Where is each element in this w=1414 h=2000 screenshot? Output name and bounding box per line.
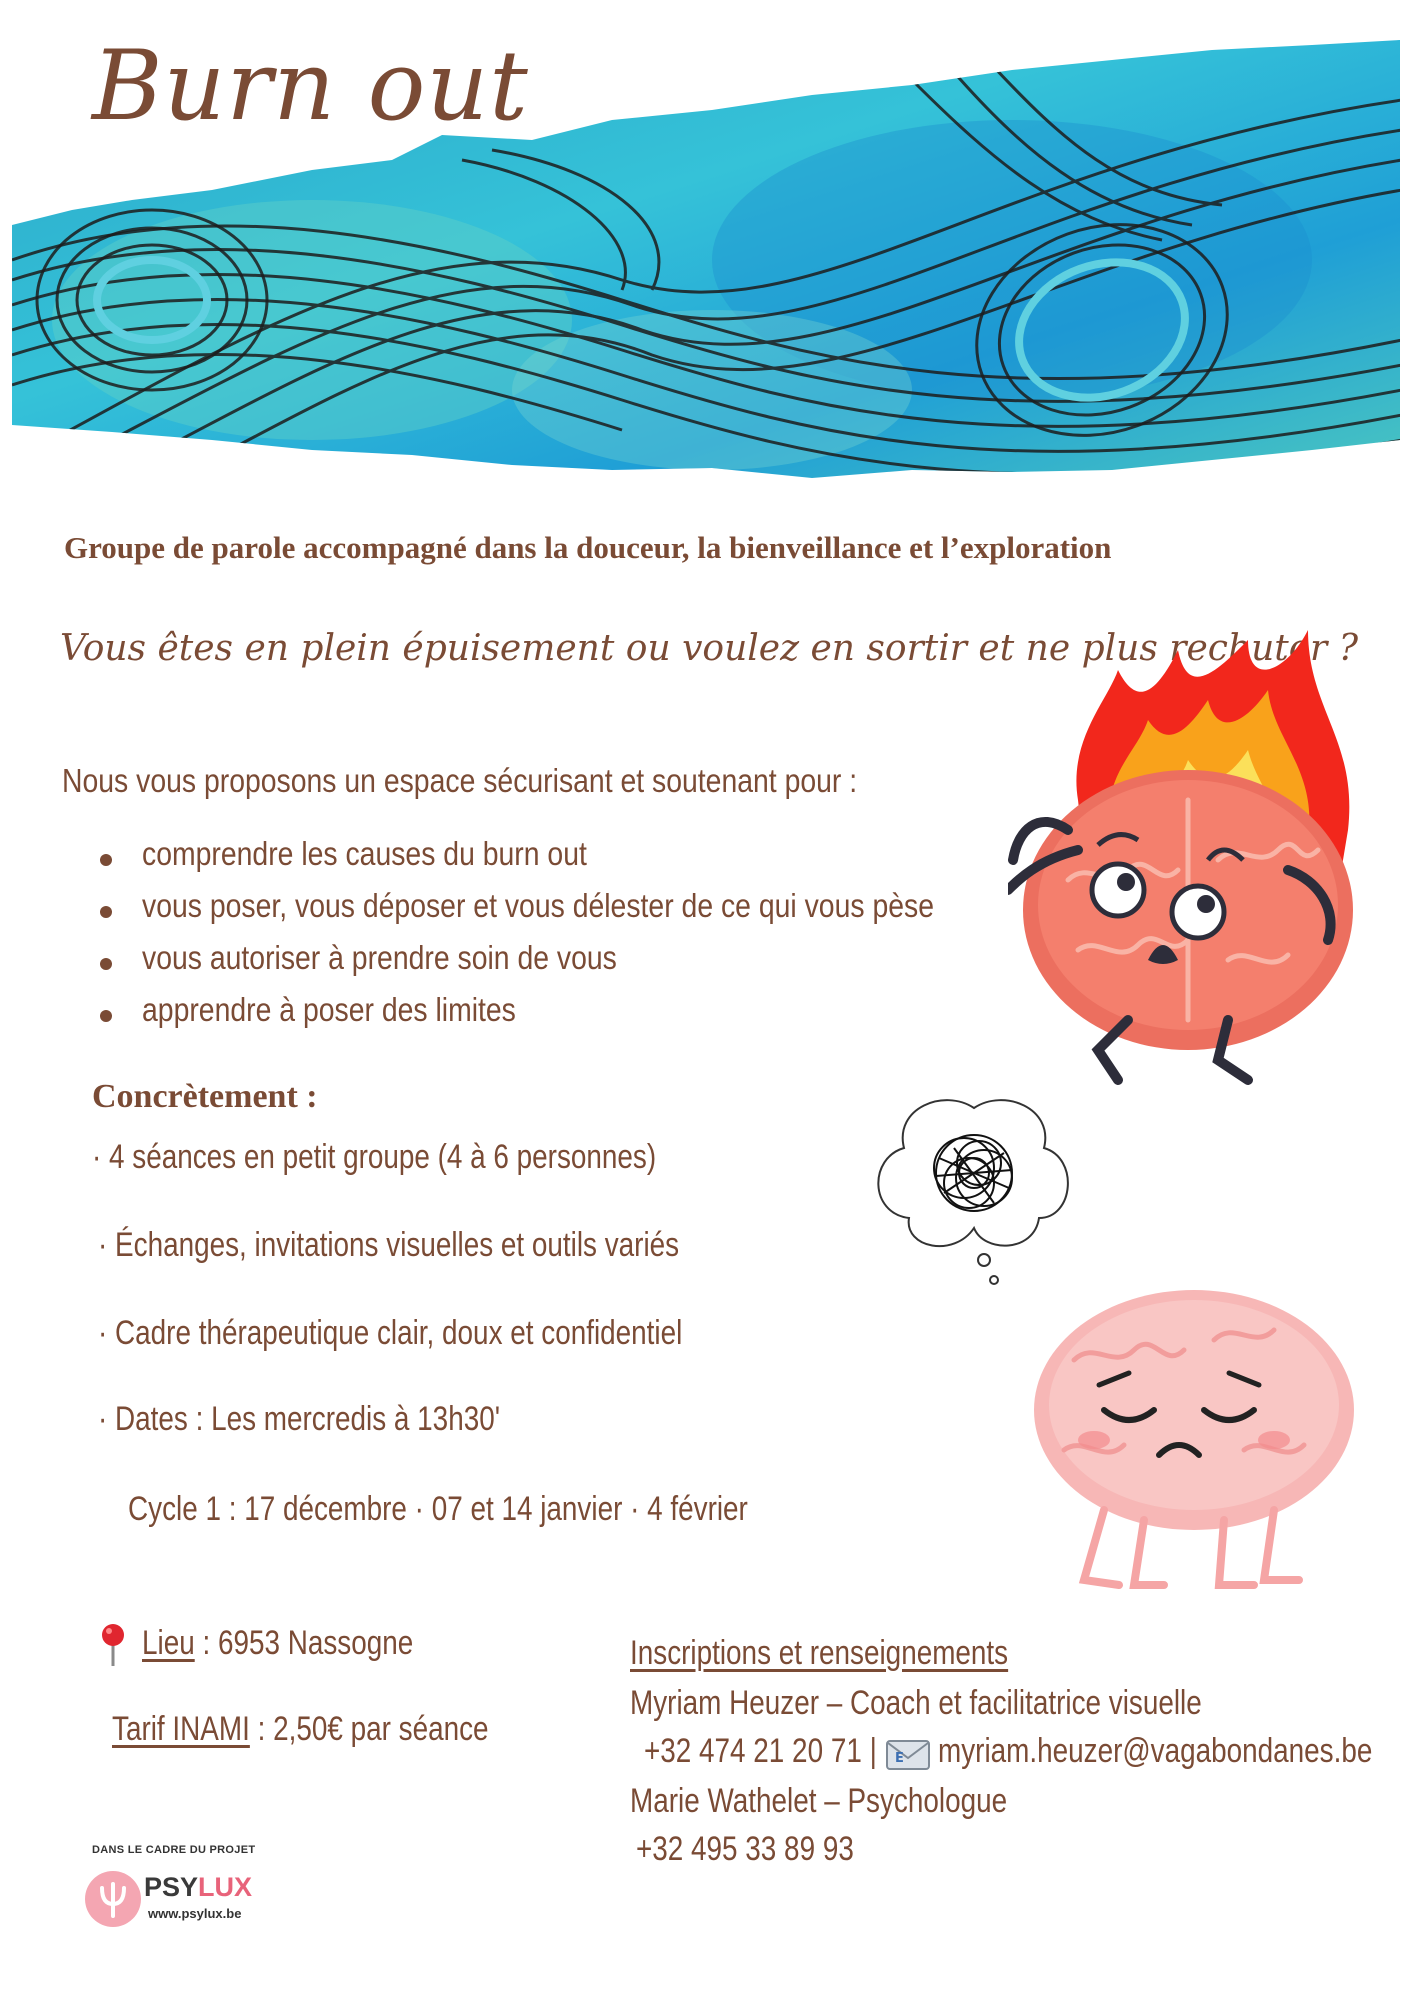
footer-label: DANS LE CADRE DU PROJET: [92, 1844, 256, 1856]
psylux-url[interactable]: www.psylux.be: [148, 1906, 242, 1921]
contact-phone-1: +32 474 21 20 71 |: [644, 1732, 877, 1770]
location-value: : 6953 Nassogne: [194, 1624, 414, 1662]
price: [112, 1710, 489, 1749]
contact-person-1: Myriam Heuzer – Coach et facilitatrice visuelle: [630, 1684, 1202, 1722]
location: [142, 1624, 413, 1663]
question-text: Vous êtes en plein épuisement ou voulez en sortir et ne plus rechuter ?: [60, 628, 1359, 669]
list-item: vous poser, vous déposer et vous délester de ce qui vous pèse: [96, 887, 1063, 939]
sad-brain-illustration: [1024, 1280, 1364, 1600]
contact-person-2: Marie Wathelet – Psychologue: [630, 1782, 1008, 1820]
price-value: : 2,50€ par séance: [249, 1710, 489, 1748]
psylux-logo-icon: [84, 1870, 142, 1928]
detail-item: · 4 séances en petit groupe (4 à 6 personnes): [92, 1138, 657, 1176]
detail-item: · Cadre thérapeutique clair, doux et confidentiel: [98, 1314, 683, 1352]
price-label: Tarif INAMI: [112, 1710, 250, 1748]
mail-icon: [886, 1740, 930, 1770]
list-item: vous autoriser à prendre soin de vous: [96, 939, 1063, 991]
benefits-list: [96, 835, 1063, 1043]
banner-artwork: [12, 40, 1402, 490]
burning-brain-illustration: [1008, 630, 1378, 1090]
pin-icon: [100, 1622, 126, 1668]
svg-text:E: E: [895, 1751, 904, 1766]
contact-heading: Inscriptions et renseignements: [630, 1634, 1009, 1672]
psylux-brand: PSYLUX: [144, 1872, 253, 1902]
cycle-dates: Cycle 1 : 17 décembre · 07 et 14 janvier · 4 février: [128, 1490, 748, 1528]
concretement-heading: Concrètement :: [92, 1078, 318, 1115]
contact-phone-2: +32 495 33 89 93: [636, 1830, 854, 1868]
list-item: apprendre à poser des limites: [96, 991, 1063, 1043]
detail-item: · Dates : Les mercredis à 13h30': [98, 1400, 501, 1438]
thought-bubble-illustration: [864, 1088, 1084, 1308]
detail-item: · Échanges, invitations visuelles et outils variés: [98, 1226, 680, 1264]
location-label: Lieu: [142, 1624, 195, 1662]
page-title: Burn out: [92, 30, 529, 142]
contact-email[interactable]: myriam.heuzer@vagabondanes.be: [938, 1732, 1373, 1770]
intro-text: Nous vous proposons un espace sécurisant et soutenant pour :: [62, 762, 858, 799]
subtitle: Groupe de parole accompagné dans la douceur, la bienveillance et l’exploration: [64, 530, 1112, 565]
list-item: comprendre les causes du burn out: [96, 835, 1063, 887]
